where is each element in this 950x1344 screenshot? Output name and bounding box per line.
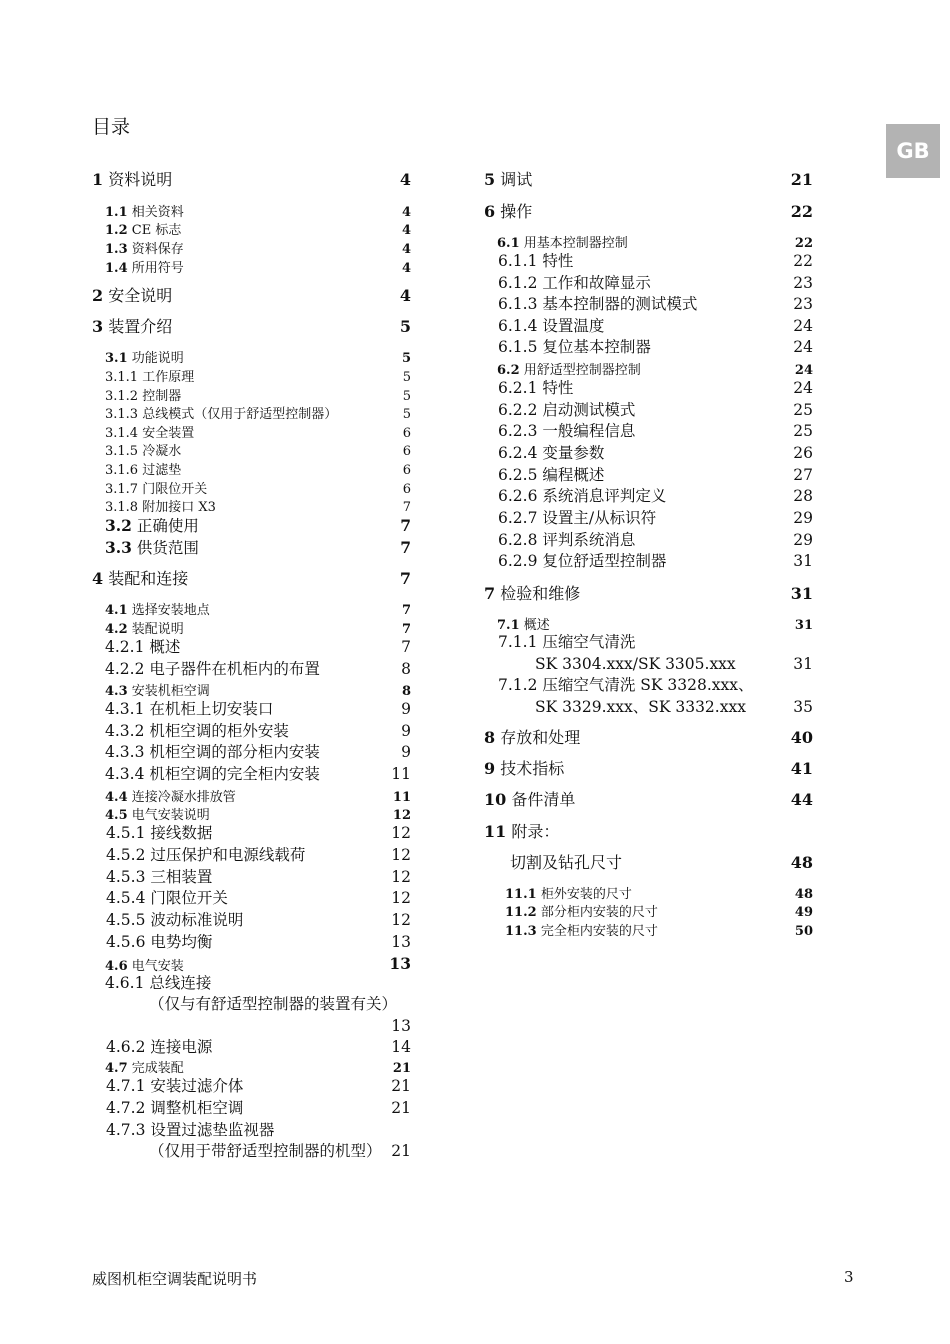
toc-entry-label — [484, 172, 532, 188]
toc-entry-text: 装配说明 — [131, 622, 184, 637]
toc-entry-number: 4.6 — [105, 959, 128, 974]
toc-entry-text: SK 3329.xxx、SK 3332.xxx — [535, 698, 746, 716]
toc-entry-number: 11 — [484, 822, 507, 841]
toc-entry-page: 9 — [401, 743, 411, 761]
toc-entry-label — [498, 554, 666, 570]
toc-entry-text: 4.2.2 电子器件在机柜内的布置 — [105, 660, 320, 678]
toc-entry-label — [106, 848, 305, 864]
toc-entry-label — [106, 913, 243, 929]
toc-entry-label — [497, 237, 628, 250]
toc-entry-text: 3.1.1 工作原理 — [105, 370, 195, 385]
toc-entry-label — [92, 319, 172, 335]
toc-entry-page: 12 — [391, 846, 411, 864]
toc-entry-label — [498, 533, 635, 549]
toc-entry-number: 4.3 — [105, 684, 128, 699]
toc-entry-text: 6.2.3 一般编程信息 — [498, 422, 636, 440]
toc-entry-page: 11 — [391, 765, 411, 783]
toc-entry-text: 6.2.2 启动测试模式 — [498, 401, 636, 419]
toc-entry-page: 44 — [790, 790, 813, 809]
toc-entry-label — [105, 390, 181, 403]
toc-entry-page: 4 — [401, 261, 411, 276]
toc-entry-page: 21 — [790, 170, 813, 189]
toc-entry-page: 9 — [401, 700, 411, 718]
toc-entry-text: 资料说明 — [108, 170, 173, 189]
toc-entry-text: CE 标志 — [131, 223, 182, 238]
toc-entry-text: 6.1.2 工作和故障显示 — [498, 274, 651, 292]
toc-entry-text: 4.3.1 在机柜上切安装口 — [105, 700, 274, 718]
toc-entry-label — [106, 935, 212, 951]
toc-entry-number: 2 — [92, 286, 104, 305]
toc-entry-label — [105, 518, 199, 535]
toc-entry-page: 4 — [401, 242, 411, 257]
toc-entry-page: 28 — [793, 487, 813, 505]
toc-entry-number: 4.2 — [105, 622, 128, 637]
toc-entry-label — [105, 464, 181, 477]
toc-entry-page: 23 — [793, 274, 813, 292]
toc-entry-label — [105, 724, 289, 740]
toc-entry-text: 功能说明 — [131, 351, 184, 366]
toc-entry-text: 技术指标 — [500, 759, 565, 778]
toc-entry-label — [105, 483, 207, 496]
toc-entry-label — [498, 340, 651, 356]
toc-entry-page: 24 — [793, 317, 813, 335]
toc-entry-text: 6.2.6 系统消息评判定义 — [498, 487, 667, 505]
toc-entry-number: 3 — [92, 317, 104, 336]
toc-entry-page: 9 — [401, 722, 411, 740]
toc-entry-text: 所用符号 — [131, 261, 184, 276]
toc-entry-text: 切割及钻孔尺寸 — [510, 853, 623, 872]
toc-entry-page: 48 — [790, 853, 813, 872]
toc-entry-text: 用舒适型控制器控制 — [523, 363, 641, 378]
toc-entry-text: 4.2.1 概述 — [105, 638, 181, 656]
toc-entry-text: 4.5.1 接线数据 — [106, 824, 213, 842]
toc-entry-page: 21 — [392, 1061, 411, 1076]
toc-entry-label — [105, 224, 181, 237]
toc-entry-text: 7.1.1 压缩空气清洗 — [498, 633, 636, 651]
toc-entry-label — [105, 243, 184, 256]
toc-entry-label — [484, 730, 580, 746]
toc-entry-text: （仅与有舒适型控制器的装置有关） — [149, 995, 398, 1013]
toc-entry-page: 5 — [402, 389, 411, 404]
toc-entry-number: 11.2 — [505, 905, 537, 920]
toc-entry-label — [105, 540, 199, 557]
toc-entry-page: 24 — [793, 338, 813, 356]
toc-entry-label — [106, 1123, 274, 1139]
toc-entry-text: 6.2.7 设置主/从标识符 — [498, 509, 657, 527]
toc-entry-page: 12 — [391, 889, 411, 907]
toc-entry-number: 10 — [484, 790, 507, 809]
toc-entry-label — [498, 489, 666, 505]
toc-entry-text: 电气安装说明 — [131, 808, 210, 823]
toc-entry-page: 24 — [793, 379, 813, 397]
toc-entry-page: 4 — [401, 205, 411, 220]
toc-entry-number: 3.2 — [105, 516, 132, 535]
toc-entry-label — [498, 254, 573, 270]
toc-entry-page: 22 — [794, 236, 813, 251]
toc-entry-text: 检验和维修 — [500, 584, 581, 603]
toc-entry-page: 13 — [389, 954, 411, 973]
toc-entry-text: 安全说明 — [108, 286, 173, 305]
toc-entry-page: 6 — [402, 444, 411, 459]
toc-entry-text: 6.2.1 特性 — [498, 379, 574, 397]
toc-entry-page: 7 — [402, 500, 411, 515]
toc-entry-label — [105, 767, 320, 783]
toc-entry-text: 4.6.1 总线连接 — [105, 974, 212, 992]
toc-entry-page: 25 — [793, 422, 813, 440]
toc-entry-label — [505, 906, 658, 919]
toc-entry-number: 9 — [484, 759, 496, 778]
toc-entry-text: 3.1.8 附加接口 X3 — [105, 500, 216, 515]
toc-entry-page: 49 — [794, 905, 813, 920]
toc-entry-label — [105, 501, 216, 514]
toc-entry-label — [105, 408, 337, 421]
toc-entry-text: 6.2.4 变量参数 — [498, 444, 605, 462]
toc-entry-text: 连接冷凝水排放管 — [131, 790, 236, 805]
toc-entry-page: 40 — [790, 728, 813, 747]
toc-entry-label — [484, 792, 575, 808]
toc-entry-number: 4 — [92, 569, 104, 588]
toc-entry-page: 7 — [400, 538, 411, 557]
toc-entry-page: 23 — [793, 295, 813, 313]
toc-entry-label — [105, 702, 273, 718]
toc-entry-label — [105, 206, 184, 219]
toc-entry-number: 4.7 — [105, 1061, 128, 1076]
toc-entry-label — [105, 960, 184, 973]
toc-entry-text: 4.3.2 机柜空调的柜外安装 — [105, 722, 289, 740]
toc-entry-text: 选择安装地点 — [131, 603, 210, 618]
toc-entry-number: 4.5 — [105, 808, 128, 823]
toc-entry-text: 7.1.2 压缩空气清洗 SK 3328.xxx、 — [498, 676, 754, 694]
toc-entry-page: 13 — [391, 933, 411, 951]
toc-entry-number: 11.1 — [505, 887, 537, 902]
toc-entry-label — [498, 511, 656, 527]
toc-entry-label — [535, 700, 746, 716]
toc-entry-number: 3.3 — [105, 538, 132, 557]
toc-entry-label — [106, 891, 228, 907]
toc-entry-text: 3.1.7 门限位开关 — [105, 482, 208, 497]
toc-entry-page: 6 — [402, 426, 411, 441]
toc-entry-page: 31 — [793, 655, 813, 673]
toc-entry-page: 6 — [402, 463, 411, 478]
toc-entry-label — [149, 1144, 382, 1160]
toc-entry-page: 26 — [793, 444, 813, 462]
toc-entry-text: 调试 — [500, 170, 533, 189]
toc-entry-text: 4.5.3 三相装置 — [106, 868, 213, 886]
toc-entry-text: 完成装配 — [131, 1061, 184, 1076]
toc-entry-label — [498, 319, 604, 335]
toc-entry-page: 29 — [793, 531, 813, 549]
toc-entry-label — [497, 619, 550, 632]
toc-entry-text: 3.1.3 总线模式（仅用于舒适型控制器） — [105, 407, 338, 422]
toc-entry-label — [105, 976, 211, 992]
toc-entry-label — [105, 685, 210, 698]
toc-entry-text: 6.2.5 编程概述 — [498, 466, 605, 484]
toc-entry-page: 13 — [391, 1017, 411, 1035]
toc-entry-text: 备件清单 — [511, 790, 576, 809]
toc-entry-text: 4.6.2 连接电源 — [106, 1038, 213, 1056]
toc-entry-text: 电气安装 — [131, 959, 184, 974]
toc-entry-text: 4.3.4 机柜空调的完全柜内安装 — [105, 765, 320, 783]
language-badge: GB — [886, 124, 940, 178]
toc-entry-page: 5 — [399, 317, 411, 336]
toc-entry-text: 柜外安装的尺寸 — [540, 887, 632, 902]
toc-entry-text: 6.2.9 复位舒适型控制器 — [498, 552, 667, 570]
toc-entry-label — [105, 662, 320, 678]
toc-entry-text: 附录： — [511, 822, 560, 841]
toc-entry-text: 相关资料 — [131, 205, 184, 220]
toc-entry-text: 6.1.5 复位基本控制器 — [498, 338, 651, 356]
toc-entry-text: 4.7.1 安装过滤介体 — [106, 1077, 244, 1095]
toc-entry-label — [498, 403, 635, 419]
toc-entry-text: 3.1.5 冷凝水 — [105, 444, 182, 459]
toc-entry-text: 部分柜内安装的尺寸 — [540, 905, 658, 920]
toc-entry-label — [105, 640, 180, 656]
toc-entry-text: 4.5.4 门限位开关 — [106, 889, 228, 907]
toc-entry-label — [484, 204, 532, 220]
toc-entry-page: 12 — [392, 808, 411, 823]
toc-entry-label — [105, 262, 184, 275]
toc-entry-label — [92, 571, 188, 587]
toc-entry-page: 21 — [391, 1142, 411, 1160]
toc-entry-text: 3.1.6 过滤垫 — [105, 463, 182, 478]
toc-entry-label — [497, 364, 641, 377]
toc-entry-label — [484, 761, 564, 777]
toc-entry-number: 1.4 — [105, 261, 128, 276]
toc-entry-label — [498, 635, 635, 651]
toc-entry-page: 12 — [391, 911, 411, 929]
toc-entry-text: 4.7.2 调整机柜空调 — [106, 1099, 244, 1117]
toc-entry-label — [505, 925, 658, 938]
toc-entry-number: 8 — [484, 728, 496, 747]
toc-entry-text: 3.1.2 控制器 — [105, 389, 182, 404]
toc-entry-label — [106, 1040, 212, 1056]
toc-entry-label — [484, 824, 559, 840]
toc-entry-page: 7 — [399, 569, 411, 588]
toc-entry-label — [106, 870, 212, 886]
toc-entry-page: 14 — [391, 1038, 411, 1056]
toc-entry-label — [498, 468, 604, 484]
toc-entry-page: 7 — [401, 603, 411, 618]
toc-entry-page: 4 — [401, 223, 411, 238]
footer-page-number: 3 — [844, 1268, 854, 1286]
toc-entry-page: 11 — [392, 790, 411, 805]
toc-entry-text: 4.5.6 电势均衡 — [106, 933, 213, 951]
toc-entry-page: 4 — [399, 170, 411, 189]
toc-entry-text: 6.2.8 评判系统消息 — [498, 531, 636, 549]
toc-entry-text: 完全柜内安装的尺寸 — [540, 924, 658, 939]
toc-entry-text: 4.5.5 波动标准说明 — [106, 911, 244, 929]
toc-entry-page: 7 — [401, 638, 411, 656]
toc-entry-label — [105, 604, 210, 617]
toc-entry-text: （仅用于带舒适型控制器的机型） — [149, 1142, 382, 1160]
toc-entry-page: 8 — [401, 684, 411, 699]
toc-entry-label — [498, 297, 697, 313]
toc-entry-text: 资料保存 — [131, 242, 184, 257]
toc-entry-page: 7 — [401, 622, 411, 637]
toc-entry-page: 7 — [400, 516, 411, 535]
toc-entry-text: 装配和连接 — [108, 569, 189, 588]
toc-entry-label — [106, 1079, 243, 1095]
toc-entry-text: 4.5.2 过压保护和电源线载荷 — [106, 846, 306, 864]
toc-entry-page: 8 — [401, 660, 411, 678]
toc-entry-text: 装置介绍 — [108, 317, 173, 336]
footer-document-title: 威图机柜空调装配说明书 — [92, 1270, 258, 1288]
toc-entry-page: 21 — [391, 1099, 411, 1117]
toc-entry-label — [510, 855, 622, 871]
toc-entry-page: 35 — [793, 698, 813, 716]
toc-entry-number: 11.3 — [505, 924, 537, 939]
toc-entry-label — [92, 288, 172, 304]
toc-entry-label — [105, 1062, 184, 1075]
toc-entry-text: 操作 — [500, 202, 533, 221]
toc-entry-page: 31 — [793, 552, 813, 570]
toc-entry-text: 6.1.1 特性 — [498, 252, 574, 270]
toc-entry-page: 31 — [794, 618, 813, 633]
toc-entry-page: 24 — [794, 363, 813, 378]
toc-entry-label — [484, 586, 580, 602]
toc-entry-page: 12 — [391, 824, 411, 842]
toc-entry-number: 5 — [484, 170, 496, 189]
toc-entry-page: 22 — [790, 202, 813, 221]
toc-entry-page: 4 — [399, 286, 411, 305]
toc-entry-label — [498, 424, 635, 440]
toc-entry-text: 3.1.4 安全装置 — [105, 426, 195, 441]
toc-entry-text: 存放和处理 — [500, 728, 581, 747]
toc-entry-text: 6.1.4 设置温度 — [498, 317, 605, 335]
toc-entry-label — [105, 371, 194, 384]
toc-entry-number: 7 — [484, 584, 496, 603]
toc-entry-label — [498, 678, 754, 694]
toc-entry-text: 概述 — [523, 618, 550, 633]
toc-entry-number: 4.1 — [105, 603, 128, 618]
toc-entry-page: 48 — [794, 887, 813, 902]
toc-entry-label — [149, 997, 397, 1013]
toc-entry-text: SK 3304.xxx/SK 3305.xxx — [535, 655, 736, 673]
page-title: 目录 — [92, 116, 131, 138]
toc-entry-label — [106, 1101, 243, 1117]
toc-entry-page: 5 — [402, 370, 411, 385]
toc-entry-label — [498, 381, 573, 397]
toc-entry-label — [498, 276, 651, 292]
toc-entry-text: 用基本控制器控制 — [523, 236, 628, 251]
toc-entry-number: 6 — [484, 202, 496, 221]
toc-entry-page: 22 — [793, 252, 813, 270]
toc-entry-text: 正确使用 — [136, 517, 199, 535]
toc-entry-number: 7.1 — [497, 618, 520, 633]
toc-entry-page: 41 — [790, 759, 813, 778]
toc-entry-label — [105, 427, 194, 440]
toc-entry-page: 5 — [401, 351, 411, 366]
toc-entry-label — [535, 657, 736, 673]
toc-entry-number: 1.2 — [105, 223, 128, 238]
toc-entry-page: 50 — [794, 924, 813, 939]
toc-entry-page: 25 — [793, 401, 813, 419]
toc-entry-label — [105, 623, 184, 636]
toc-entry-label — [92, 172, 172, 188]
toc-entry-label — [498, 446, 604, 462]
toc-entry-number: 6.2 — [497, 363, 520, 378]
toc-entry-label — [105, 791, 236, 804]
toc-entry-label — [105, 745, 320, 761]
toc-entry-page: 27 — [793, 466, 813, 484]
toc-entry-number: 1.1 — [105, 205, 128, 220]
toc-entry-page: 31 — [790, 584, 813, 603]
toc-entry-page: 21 — [391, 1077, 411, 1095]
toc-entry-text: 4.3.3 机柜空调的部分柜内安装 — [105, 743, 320, 761]
toc-entry-label — [105, 445, 181, 458]
toc-entry-text: 4.7.3 设置过滤垫监视器 — [106, 1121, 275, 1139]
toc-entry-page: 12 — [391, 868, 411, 886]
toc-entry-label — [105, 352, 184, 365]
toc-entry-number: 3.1 — [105, 351, 128, 366]
toc-entry-number: 6.1 — [497, 236, 520, 251]
toc-entry-page: 29 — [793, 509, 813, 527]
toc-entry-text: 安装机柜空调 — [131, 684, 210, 699]
toc-entry-label — [105, 809, 210, 822]
toc-entry-text: 6.1.3 基本控制器的测试模式 — [498, 295, 698, 313]
toc-entry-number: 1.3 — [105, 242, 128, 257]
toc-entry-page: 5 — [402, 407, 411, 422]
toc-entry-number: 1 — [92, 170, 104, 189]
toc-entry-label — [505, 888, 632, 901]
toc-entry-text: 供货范围 — [136, 539, 199, 557]
toc-entry-label — [106, 826, 212, 842]
toc-entry-number: 4.4 — [105, 790, 128, 805]
toc-entry-page: 6 — [402, 482, 411, 497]
